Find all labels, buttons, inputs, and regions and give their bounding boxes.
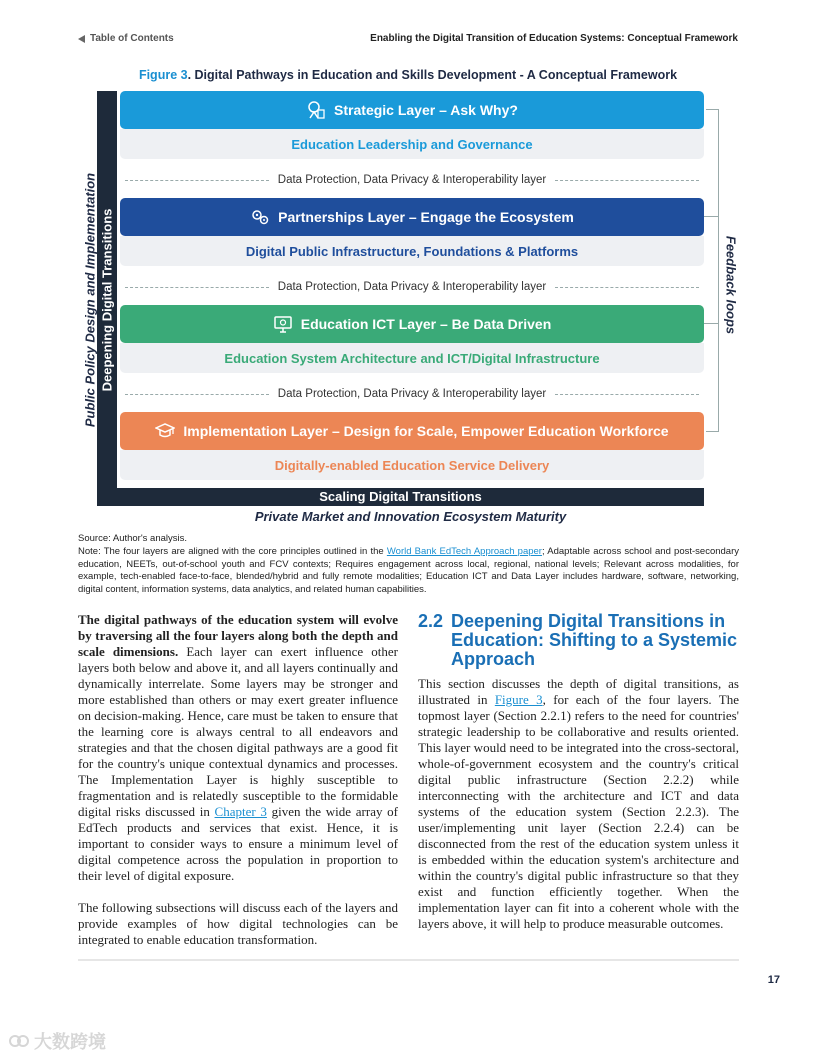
note-text: ; Adaptable across school and post-secondary education, NEETs, out-of-school youth and FCV contexts; Requires engagement across local, regional, national levels; Relevant across modalities, for example, tech-enabled face-to-face, blended/hybrid and fully remote modalities; Education ICT and Data Layer includes hardware, software, networking, digital content, information systems, data analytics, and related human capabilities.	[78, 546, 740, 595]
strategic-layer-banner	[120, 91, 704, 129]
ict-layer-subtitle: Education System Architecture and ICT/Digital Infrastructure	[120, 343, 704, 373]
feedback-bracket	[706, 109, 719, 432]
scaling-bar: Scaling Digital Transitions	[97, 488, 704, 506]
figure-caption: . Digital Pathways in Education and Skills Development - A Conceptual Framework	[187, 68, 678, 82]
data-protection-divider	[125, 387, 699, 401]
dashed-line	[555, 394, 699, 395]
dashed-line	[125, 180, 269, 181]
table-of-contents-link[interactable]	[78, 33, 174, 44]
figure-title	[78, 68, 738, 82]
feedback-tick	[704, 216, 718, 217]
section-number: 2.2	[418, 611, 444, 631]
figure-source: Source: Author's analysis.	[78, 533, 188, 544]
left-column	[78, 612, 398, 948]
layer-title: Partnerships Layer – Engage the Ecosystem	[278, 209, 574, 225]
ecosystem-maturity-label: Private Market and Innovation Ecosystem Maturity	[254, 509, 567, 524]
graduation-icon	[155, 421, 175, 441]
divider-text: Data Protection, Data Privacy & Interoperability layer	[277, 281, 547, 293]
section-heading	[418, 612, 740, 669]
divider-text: Data Protection, Data Privacy & Interoperability layer	[277, 174, 547, 186]
implementation-layer-banner	[120, 412, 704, 450]
figure-number: Figure 3	[138, 68, 188, 82]
paragraph	[78, 612, 398, 884]
layer-title: Implementation Layer – Design for Scale, Empower Education Workforce	[183, 423, 669, 439]
section-title: Deepening Digital Transitions in Education: Shifting to a Systemic Approach	[451, 611, 738, 669]
partnerships-layer-subtitle: Digital Public Infrastructure, Foundations & Platforms	[120, 236, 704, 266]
outer-side-label: Public Policy Design and Implementation	[82, 172, 98, 428]
dashed-line	[555, 180, 699, 181]
body-text: Each layer can exert influence other layers both below and above it, and all layers continually and dynamically interrelate. Some layers may be stronger and more established than others or may exert greater influence on decision-making. Hence, care must be taken to ensure that the learning core is always central to all endeavors and strategies and that the chosen digital pathways are a good fit for the country's unique contextual dynamics and processes. The Implementation Layer is highly susceptible to fragmentation and is relatedly susceptible to the formidable digital risks discussed in	[78, 644, 398, 819]
inner-side-label: Deepening Digital Transitions	[99, 208, 115, 392]
feedback-loops-label: Feedback loops	[723, 235, 739, 335]
edtech-approach-link[interactable]: World Bank EdTech Approach paper	[386, 546, 542, 557]
footer-divider	[78, 959, 739, 961]
back-arrow-icon	[78, 35, 85, 43]
figure-note	[78, 546, 739, 596]
layer-title: Strategic Layer – Ask Why?	[334, 102, 518, 118]
feedback-tick	[704, 323, 718, 324]
right-column	[418, 676, 739, 932]
note-text: Note: The four layers are aligned with the core principles outlined in the	[78, 546, 387, 557]
strategy-icon	[306, 100, 326, 120]
partnerships-layer-banner	[120, 198, 704, 236]
page-number: 17	[767, 974, 780, 986]
monitor-icon	[273, 314, 293, 334]
dashed-line	[125, 394, 269, 395]
gears-icon	[250, 207, 270, 227]
body-text: , for each of the four layers. The topmost layer (Section 2.2.1) refers to the need for countries' strategic leadership to be collaborative and results oriented. This layer would need to be integrated into the cross-sectoral, whole-of-government ecosystem and the country's critical digital public infrastructure (Section 2.2.2) while interconnecting with the architecture and ICT and data systems of the education system (Section 2.2.3). The user/implementing unit layer (Section 2.2.4) can be disconnected from the rest of the education system unless it is embedded within the education system's architecture and within the country's digital public infrastructure so that they exist and function efficiently together. When the implementation layer can fit into a coherent whole with the layers above, it will help to produce measurable outcomes.	[418, 692, 739, 931]
layer-title: Education ICT Layer – Be Data Driven	[300, 316, 552, 332]
implementation-layer-subtitle: Digitally-enabled Education Service Delivery	[120, 450, 704, 480]
figure-3-link[interactable]: Figure 3	[494, 692, 543, 707]
paragraph	[418, 676, 739, 932]
data-protection-divider	[125, 173, 699, 187]
watermark-text: 大数跨境	[34, 1032, 106, 1052]
dashed-line	[125, 287, 269, 288]
divider-text: Data Protection, Data Privacy & Interoperability layer	[277, 388, 547, 400]
watermark	[8, 1028, 106, 1054]
strategic-layer-subtitle: Education Leadership and Governance	[120, 129, 704, 159]
chapter-3-link[interactable]: Chapter 3	[214, 804, 267, 819]
lead-sentence: The digital pathways of the education system will evolve by traversing all the four layers along both the depth and scale dimensions.	[78, 612, 398, 659]
document-title: Enabling the Digital Transition of Education Systems: Conceptual Framework	[370, 33, 738, 44]
body-text: This section discusses the depth of digital transitions, as illustrated in	[418, 676, 739, 707]
dashed-line	[555, 287, 699, 288]
data-protection-divider	[125, 280, 699, 294]
body-text: given the wide array of EdTech products and services that exist. Hence, it is important to consider ways to ensure a minimum level of digital competence across the population in proportion to their level of digital exposure.	[78, 804, 398, 883]
toc-label: Table of Contents	[90, 33, 174, 44]
paragraph: The following subsections will discuss each of the layers and provide examples of how digital technologies can be integrated to enable education transformation.	[78, 900, 398, 947]
watermark-logo-icon	[8, 1032, 30, 1050]
ict-layer-banner	[120, 305, 704, 343]
